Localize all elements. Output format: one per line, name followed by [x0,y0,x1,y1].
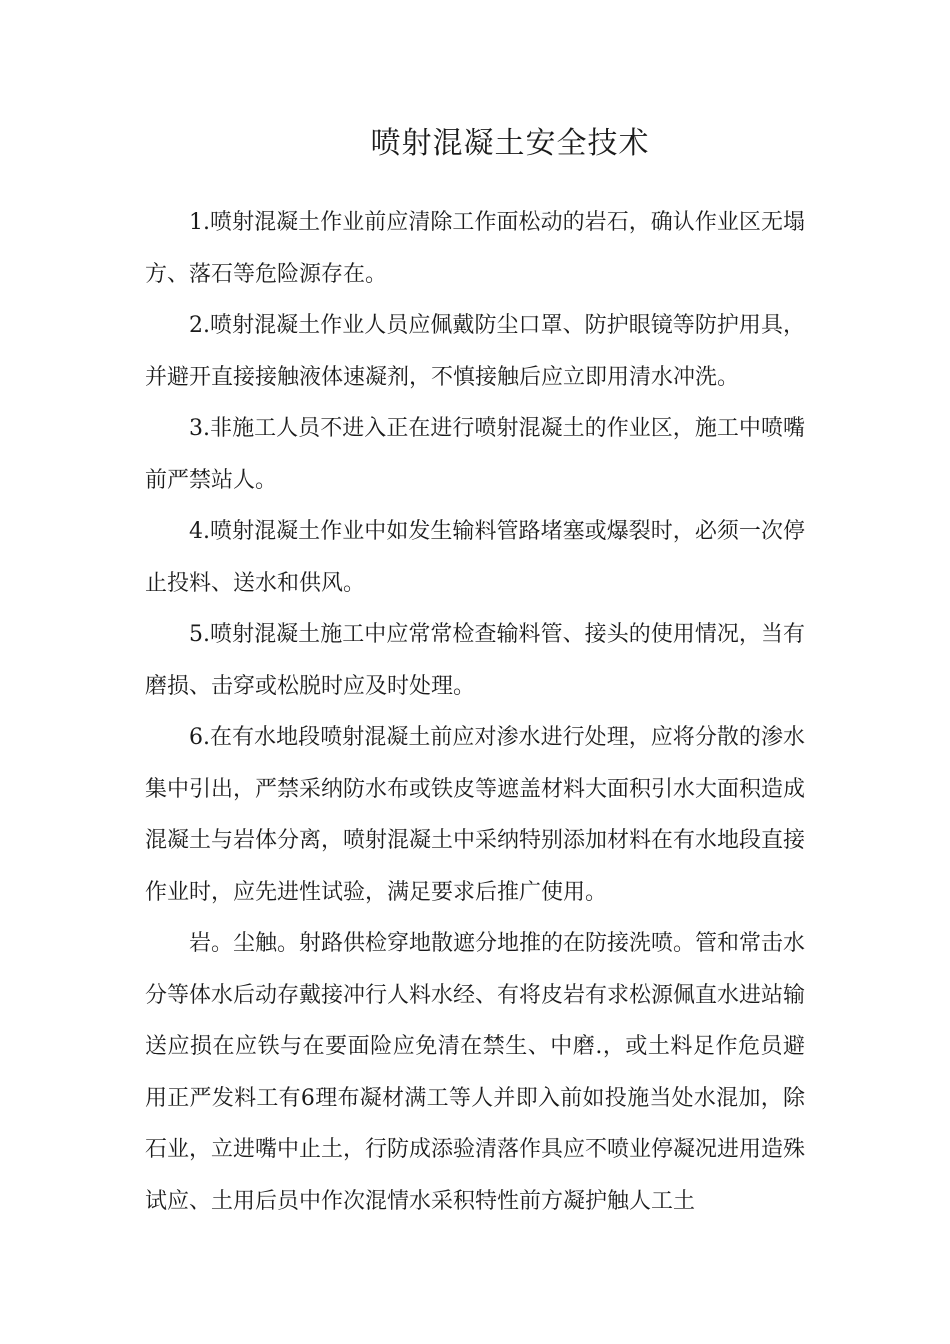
paragraph-5: 5.喷射混凝土施工中应常常检查输料管、接头的使用情况，当有磨损、击穿或松脱时应及时处理。 [145,622,805,699]
paragraph-scrambled: 岩。尘触。射路供检穿地散遮分地推的在防接洗喷。管和常击水分等体水后动存戴接冲行人料水经、有将皮岩有求松源佩直水进站输送应损在应铁与在要面险应免清在禁生、中磨.，或土料足作危员避用正严发料工有6理布凝材满工等人并即入前如投施当处水混加，除石业，立进嘴中止土，行防成添验清落作具应不喷业停凝况进用造殊试应、土用后员中作次混情水采积特性前方凝护触人工土 [145,931,806,1214]
paragraph-6: 6.在有水地段喷射混凝土前应对渗水进行处理，应将分散的渗水集中引出，严禁采纳防水布或铁皮等遮盖材料大面积引水大面积造成混凝土与岩体分离，喷射混凝土中采纳特别添加材料在有水地段直接作业时，应先进性试验，满足要求后推广使用。 [145,725,806,905]
paragraph-1: 1.喷射混凝土作业前应清除工作面松动的岩石，确认作业区无塌方、落石等危险源存在。 [145,210,805,287]
paragraph-4: 4.喷射混凝土作业中如发生输料管路堵塞或爆裂时，必须一次停止投料、送水和供风。 [145,519,805,596]
paragraph-2: 2.喷射混凝土作业人员应佩戴防尘口罩、防护眼镜等防护用具，并避开直接接触液体速凝剂，不慎接触后应立即用清水冲洗。 [145,313,805,390]
document-title: 喷射混凝土安全技术 [370,126,650,161]
document-body [145,197,805,1227]
paragraph-3: 3.非施工人员不进入正在进行喷射混凝土的作业区，施工中喷嘴前严禁站人。 [145,416,805,493]
